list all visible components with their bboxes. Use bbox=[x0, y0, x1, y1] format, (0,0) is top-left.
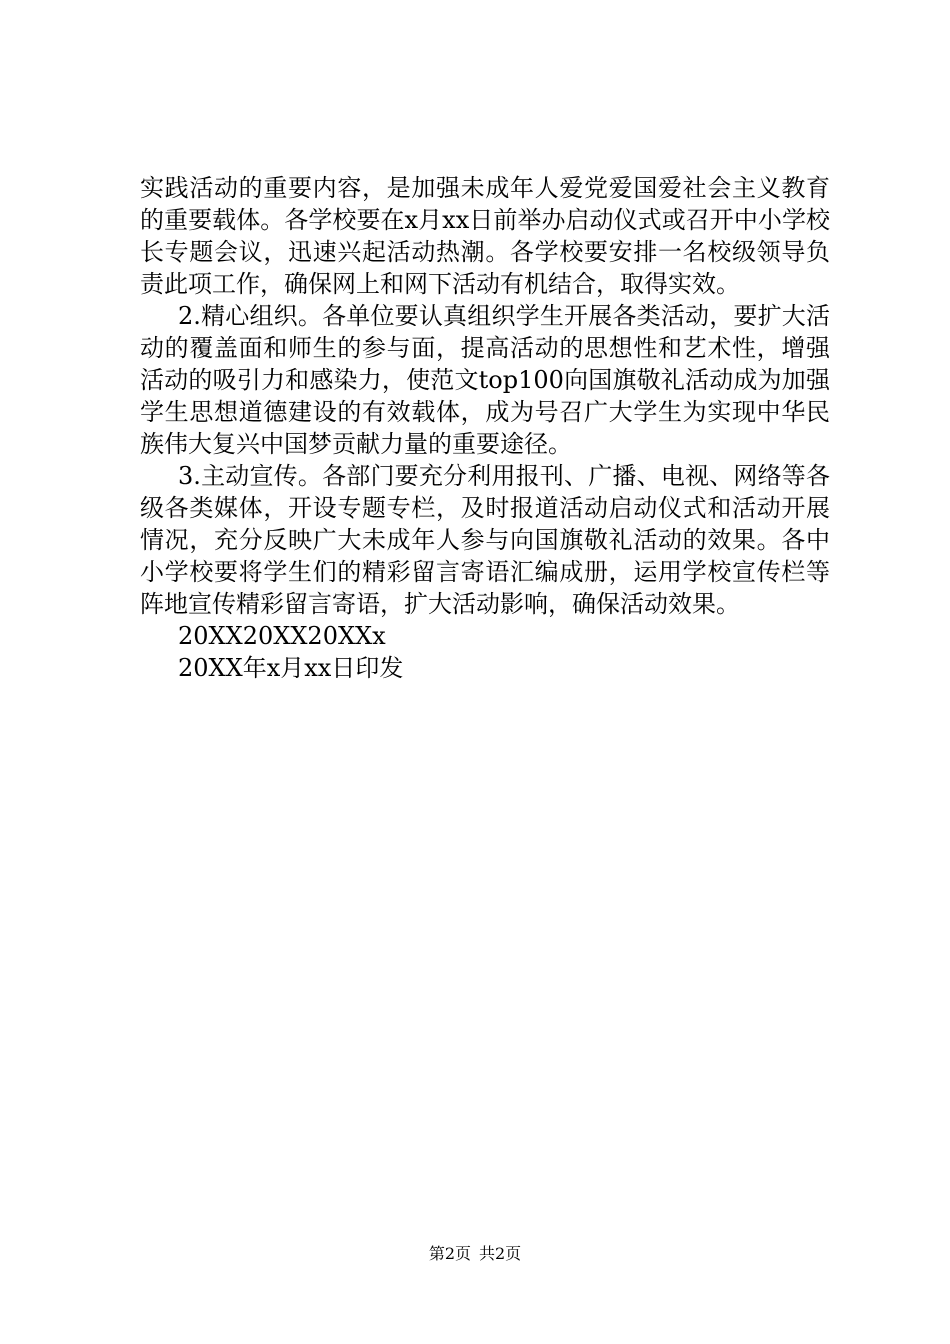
page-number: 第2页 bbox=[428, 1244, 471, 1263]
issue-date: 20XX年x月xx日印发 bbox=[178, 654, 404, 682]
page-total: 共2页 bbox=[479, 1244, 522, 1263]
page-footer bbox=[0, 1243, 950, 1265]
document-body bbox=[140, 172, 830, 684]
paragraph-continuation: 实践活动的重要内容，是加强未成年人爱党爱国爱社会主义教育的重要载体。各学校要在x月xx日前举办启动仪式或召开中小学校长专题会议，迅速兴起活动热潮。各学校要安排一名校级领导负责此项工作，确保网上和网下活动有机结合，取得实效。 bbox=[140, 174, 830, 298]
paragraph-publicity: 3.主动宣传。各部门要充分利用报刊、广播、电视、网络等各级各类媒体，开设专题专栏，及时报道活动启动仪式和活动开展情况，充分反映广大未成年人参与向国旗敬礼活动的效果。各中小学校要将学生们的精彩留言寄语汇编成册，运用学校宣传栏等阵地宣传精彩留言寄语，扩大活动影响，确保活动效果。 bbox=[140, 462, 830, 618]
paragraph-organize: 2.精心组织。各单位要认真组织学生开展各类活动，要扩大活动的覆盖面和师生的参与面，提高活动的思想性和艺术性，增强活动的吸引力和感染力，使范文top100向国旗敬礼活动成为加强学生思想道德建设的有效载体，成为号召广大学生为实现中华民族伟大复兴中国梦贡献力量的重要途径。 bbox=[140, 302, 830, 458]
signature-line: 20XX20XX20XXx bbox=[178, 622, 386, 650]
